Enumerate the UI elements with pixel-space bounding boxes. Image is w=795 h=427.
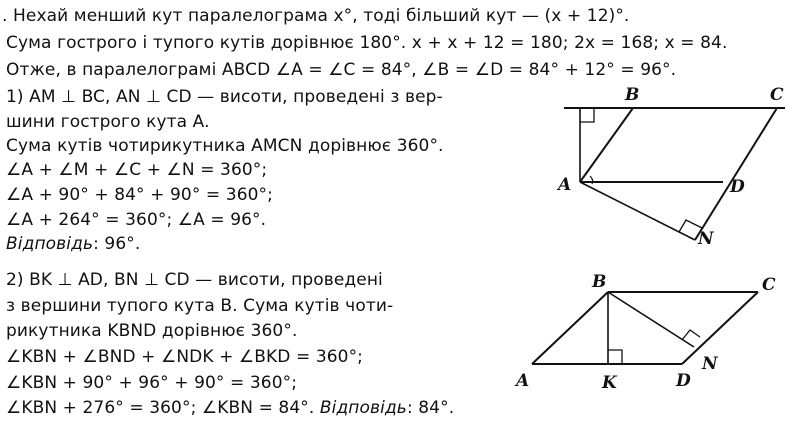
text-line-16: ∠KBN + 276° = 360°; ∠KBN = 84°. [6,398,320,418]
text-line-13: рикутника KBND дорівнює 360°. [6,321,298,341]
label-d: D [676,371,691,391]
label-b: B [625,85,640,105]
text-line-5: шини гострого кута A. [6,112,210,132]
label-c: C [762,275,776,295]
text-line-12: з вершини тупого кута B. Сума кутів чоти- [6,296,394,316]
text-line-7: ∠A + ∠M + ∠C + ∠N = 360°; [6,160,268,180]
right-angle-n [682,330,700,340]
height-an [580,182,695,240]
text-line-15: ∠KBN + 90° + 96° + 90° = 360°; [6,373,298,393]
label-a: A [516,371,530,391]
text-line-11: 2) BK ⊥ AD, BN ⊥ CD — висоти, проведені [6,270,383,290]
side-cd [682,292,758,364]
text-line-9: ∠A + 264° = 360°; ∠A = 96°. [6,210,267,230]
label-n: N [698,229,714,249]
label-a: A [558,175,572,195]
label-d: D [730,177,745,197]
side-ab [532,292,608,364]
text-line-8: ∠A + 90° + 84° + 90° = 360°; [6,185,273,205]
text-line-1: . Нехай менший кут паралелограма x°, тоді більший кут — (x + 12)°. [2,6,630,26]
text-line-6: Сума кутів чотирикутника AMCN дорівнює 360°. [6,136,444,156]
right-angle-k [608,350,622,364]
figure-1-parallelogram [540,80,790,255]
right-angle-m [580,108,594,122]
answer-line-2 [6,398,454,418]
answer-label: Відповідь [6,234,94,254]
answer-value-2: : 84°. [406,398,455,418]
label-n: N [702,354,718,374]
text-line-3: Отже, в паралелограмі ABCD ∠A = ∠C = 84°, ∠B = ∠D = 84° + 12° = 96°. [6,60,677,80]
height-bn [608,292,694,347]
side-cd-extended [695,108,777,240]
label-b: B [592,272,607,292]
text-line-2: Сума гострого і тупого кутів дорівнює 180°. x + x + 12 = 180; 2x = 168; x = 84. [6,33,728,53]
text-line-4: 1) AM ⊥ BC, AN ⊥ CD — висоти, проведені з вер- [6,87,443,107]
label-k: K [602,373,617,393]
label-c: C [770,85,784,105]
answer-label-2: Відповідь [319,398,407,418]
side-ab [580,108,633,182]
answer-value: : 96°. [93,234,141,254]
answer-line-1 [6,234,140,254]
text-line-14: ∠KBN + ∠BND + ∠NDK + ∠BKD = 360°; [6,347,363,367]
figure-2-parallelogram [510,270,790,395]
